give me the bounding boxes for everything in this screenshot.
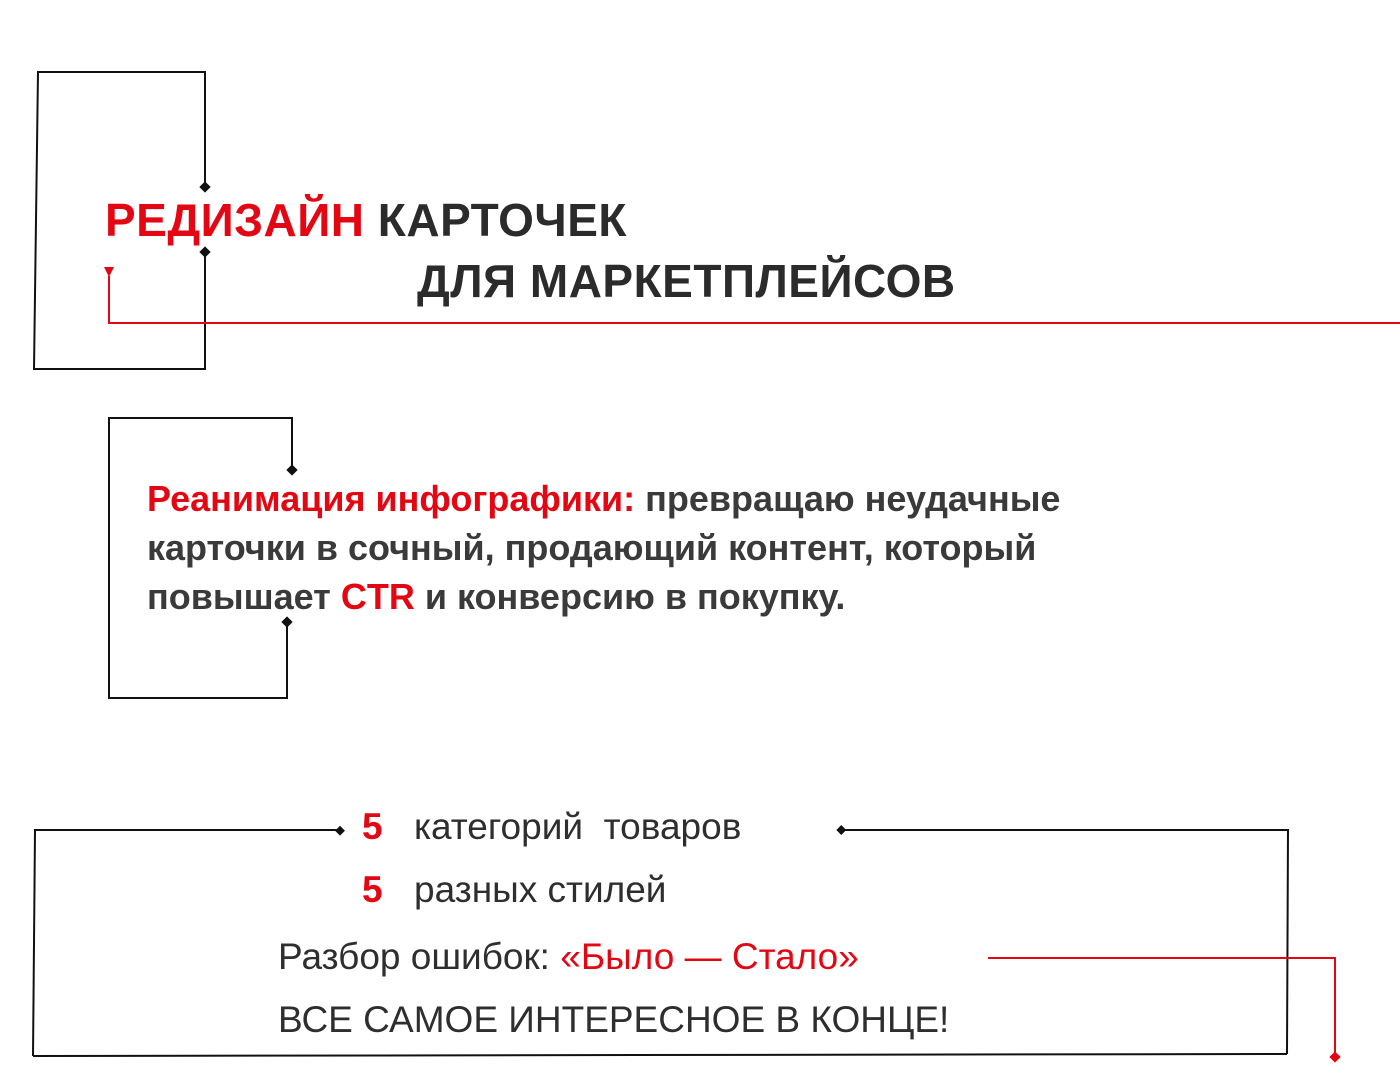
stat-number: 5 [362,869,383,910]
description-line1 [147,474,1060,523]
page-title-line1 [105,194,627,246]
review-red-line [988,958,1335,1052]
feature-review [278,938,859,975]
description-block [147,474,1060,621]
feature-final: ВСЕ САМОЕ ИНТЕРЕСНОЕ В КОНЦЕ! [278,999,950,1040]
red-node-end [1329,1051,1340,1062]
ctr-highlight: CTR [340,576,415,617]
red-arrow-marker [104,267,114,277]
description-line2: карточки в сочный, продающий контент, который [147,527,1037,568]
stat-label: категорий товаров [414,806,742,847]
stat-categories [362,808,741,845]
frame-node-stat-right [836,825,846,835]
frame-node-stat-left [335,826,345,836]
stat-number: 5 [362,806,383,847]
description-line3-start: повышает [147,576,331,617]
page-title-line2: ДЛЯ МАРКЕТПЛЕЙСОВ [417,255,956,307]
description-line3 [147,572,1060,621]
title-accent: РЕДИЗАЙН [105,194,365,246]
description-part1: превращаю неудачные [645,478,1061,519]
stats-frame-bottom [33,1054,1287,1056]
stat-label: разных стилей [414,869,667,910]
review-label: Разбор ошибок: [278,936,550,977]
frame-node-top [199,181,210,192]
stat-styles [362,871,666,908]
description-lead: Реанимация инфографики: [147,478,636,519]
title-rest: КАРТОЧЕК [377,194,627,246]
description-line3-end: и конверсию в покупку. [424,576,846,617]
review-value: «Было — Стало» [560,936,859,977]
frame-node-bottom [199,246,210,257]
